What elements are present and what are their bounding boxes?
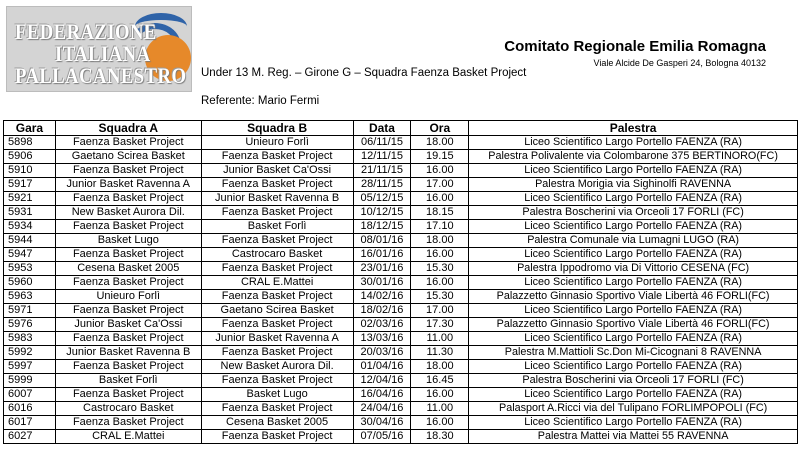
cell-ora: 19.15 bbox=[411, 150, 469, 164]
cell-squadra-a: CRAL E.Mattei bbox=[55, 430, 201, 444]
cell-gara: 5934 bbox=[4, 220, 56, 234]
cell-squadra-b: Junior Basket Ravenna B bbox=[201, 192, 353, 206]
cell-data: 30/04/16 bbox=[353, 416, 411, 430]
table-row bbox=[4, 388, 798, 402]
cell-palestra: Palestra M.Mattioli Sc.Don Mi-Cicognani 8 RAVENNA bbox=[469, 346, 798, 360]
cell-data: 02/03/16 bbox=[353, 318, 411, 332]
table-row bbox=[4, 192, 798, 206]
cell-gara: 5963 bbox=[4, 290, 56, 304]
cell-squadra-a: Unieuro Forlì bbox=[55, 290, 201, 304]
cell-data: 18/12/15 bbox=[353, 220, 411, 234]
cell-gara: 5992 bbox=[4, 346, 56, 360]
cell-palestra: Liceo Scientifico Largo Portello FAENZA (RA) bbox=[469, 416, 798, 430]
cell-squadra-b: Basket Lugo bbox=[201, 388, 353, 402]
cell-palestra: Liceo Scientifico Largo Portello FAENZA (RA) bbox=[469, 304, 798, 318]
cell-gara: 6007 bbox=[4, 388, 56, 402]
cell-ora: 15.30 bbox=[411, 290, 469, 304]
cell-data: 21/11/15 bbox=[353, 164, 411, 178]
cell-data: 13/03/16 bbox=[353, 332, 411, 346]
cell-squadra-a: Faenza Basket Project bbox=[55, 136, 201, 150]
cell-data: 01/04/16 bbox=[353, 360, 411, 374]
cell-squadra-a: Faenza Basket Project bbox=[55, 220, 201, 234]
cell-ora: 16.00 bbox=[411, 388, 469, 402]
table-row bbox=[4, 178, 798, 192]
cell-data: 20/03/16 bbox=[353, 346, 411, 360]
cell-data: 06/11/15 bbox=[353, 136, 411, 150]
table-row bbox=[4, 346, 798, 360]
cell-squadra-a: Faenza Basket Project bbox=[55, 416, 201, 430]
cell-squadra-a: Junior Basket Ravenna B bbox=[55, 346, 201, 360]
cell-squadra-b: Faenza Basket Project bbox=[201, 430, 353, 444]
cell-squadra-a: Faenza Basket Project bbox=[55, 332, 201, 346]
cell-palestra: Palazzetto Ginnasio Sportivo Viale Libertà 46 FORLI(FC) bbox=[469, 290, 798, 304]
cell-ora: 18.00 bbox=[411, 234, 469, 248]
cell-squadra-b: Gaetano Scirea Basket bbox=[201, 304, 353, 318]
cell-palestra: Palestra Morigia via Sighinolfi RAVENNA bbox=[469, 178, 798, 192]
cell-data: 16/01/16 bbox=[353, 248, 411, 262]
cell-squadra-b: New Basket Aurora Dil. bbox=[201, 360, 353, 374]
cell-gara: 5976 bbox=[4, 318, 56, 332]
logo-text-line1: FEDERAZIONE bbox=[15, 19, 157, 44]
cell-squadra-a: Faenza Basket Project bbox=[55, 276, 201, 290]
league-info: Under 13 M. Reg. – Girone G – Squadra Faenza Basket Project bbox=[201, 67, 527, 79]
cell-palestra: Palestra Boscherini via Orceoli 17 FORLI (FC) bbox=[469, 374, 798, 388]
table-row bbox=[4, 136, 798, 150]
column-header-gara: Gara bbox=[4, 121, 56, 136]
cell-squadra-b: Faenza Basket Project bbox=[201, 346, 353, 360]
table-row bbox=[4, 220, 798, 234]
cell-ora: 17.00 bbox=[411, 178, 469, 192]
cell-data: 16/04/16 bbox=[353, 388, 411, 402]
cell-ora: 17.30 bbox=[411, 318, 469, 332]
cell-squadra-b: Faenza Basket Project bbox=[201, 150, 353, 164]
cell-ora: 16.00 bbox=[411, 416, 469, 430]
cell-gara: 5910 bbox=[4, 164, 56, 178]
cell-ora: 11.30 bbox=[411, 346, 469, 360]
cell-squadra-b: Faenza Basket Project bbox=[201, 262, 353, 276]
cell-palestra: Liceo Scientifico Largo Portello FAENZA (RA) bbox=[469, 332, 798, 346]
cell-squadra-a: Cesena Basket 2005 bbox=[55, 262, 201, 276]
cell-squadra-a: Faenza Basket Project bbox=[55, 248, 201, 262]
cell-data: 12/11/15 bbox=[353, 150, 411, 164]
cell-palestra: Liceo Scientifico Largo Portello FAENZA (RA) bbox=[469, 360, 798, 374]
cell-squadra-b: CRAL E.Mattei bbox=[201, 276, 353, 290]
table-row bbox=[4, 164, 798, 178]
cell-ora: 11.00 bbox=[411, 332, 469, 346]
table-row bbox=[4, 360, 798, 374]
table-row bbox=[4, 150, 798, 164]
cell-gara: 6016 bbox=[4, 402, 56, 416]
cell-squadra-a: Faenza Basket Project bbox=[55, 164, 201, 178]
cell-ora: 16.45 bbox=[411, 374, 469, 388]
cell-gara: 5960 bbox=[4, 276, 56, 290]
cell-ora: 16.00 bbox=[411, 192, 469, 206]
cell-palestra: Palestra Ippodromo via Di Vittorio CESENA (FC) bbox=[469, 262, 798, 276]
cell-data: 14/02/16 bbox=[353, 290, 411, 304]
cell-data: 10/12/15 bbox=[353, 206, 411, 220]
cell-squadra-b: Basket Forlì bbox=[201, 220, 353, 234]
cell-squadra-a: Junior Basket Ca'Ossi bbox=[55, 318, 201, 332]
cell-squadra-b: Cesena Basket 2005 bbox=[201, 416, 353, 430]
table-header-row bbox=[4, 121, 798, 136]
cell-palestra: Palestra Mattei via Mattei 55 RAVENNA bbox=[469, 430, 798, 444]
cell-ora: 18.30 bbox=[411, 430, 469, 444]
cell-palestra: Palestra Polivalente via Colombarone 375 BERTINORO(FC) bbox=[469, 150, 798, 164]
cell-gara: 5906 bbox=[4, 150, 56, 164]
table-row bbox=[4, 318, 798, 332]
cell-data: 28/11/15 bbox=[353, 178, 411, 192]
cell-gara: 6017 bbox=[4, 416, 56, 430]
cell-squadra-b: Faenza Basket Project bbox=[201, 178, 353, 192]
schedule-table bbox=[3, 120, 798, 444]
cell-gara: 5947 bbox=[4, 248, 56, 262]
table-row bbox=[4, 402, 798, 416]
cell-palestra: Liceo Scientifico Largo Portello FAENZA (RA) bbox=[469, 248, 798, 262]
cell-ora: 15.30 bbox=[411, 262, 469, 276]
cell-squadra-a: Castrocaro Basket bbox=[55, 402, 201, 416]
cell-palestra: Liceo Scientifico Largo Portello FAENZA (RA) bbox=[469, 192, 798, 206]
cell-gara: 5917 bbox=[4, 178, 56, 192]
cell-squadra-a: Faenza Basket Project bbox=[55, 304, 201, 318]
cell-data: 24/04/16 bbox=[353, 402, 411, 416]
cell-squadra-b: Junior Basket Ca'Ossi bbox=[201, 164, 353, 178]
logo-text-line3: PALLACANESTRO bbox=[15, 63, 187, 88]
cell-gara: 5997 bbox=[4, 360, 56, 374]
referent: Referente: Mario Fermi bbox=[201, 95, 320, 107]
table-row bbox=[4, 416, 798, 430]
table-row bbox=[4, 262, 798, 276]
cell-palestra: Liceo Scientifico Largo Portello FAENZA (RA) bbox=[469, 388, 798, 402]
cell-squadra-a: Junior Basket Ravenna A bbox=[55, 178, 201, 192]
organization-title: Comitato Regionale Emilia Romagna bbox=[504, 38, 766, 55]
cell-gara: 5931 bbox=[4, 206, 56, 220]
cell-data: 12/04/16 bbox=[353, 374, 411, 388]
cell-squadra-b: Faenza Basket Project bbox=[201, 290, 353, 304]
cell-squadra-b: Junior Basket Ravenna A bbox=[201, 332, 353, 346]
cell-squadra-a: New Basket Aurora Dil. bbox=[55, 206, 201, 220]
column-header-squadra-a: Squadra A bbox=[55, 121, 201, 136]
cell-data: 18/02/16 bbox=[353, 304, 411, 318]
cell-gara: 5898 bbox=[4, 136, 56, 150]
cell-palestra: Liceo Scientifico Largo Portello FAENZA (RA) bbox=[469, 220, 798, 234]
cell-ora: 16.00 bbox=[411, 248, 469, 262]
table-row bbox=[4, 276, 798, 290]
cell-squadra-a: Faenza Basket Project bbox=[55, 360, 201, 374]
table-row bbox=[4, 234, 798, 248]
cell-ora: 18.00 bbox=[411, 360, 469, 374]
cell-squadra-b: Faenza Basket Project bbox=[201, 374, 353, 388]
cell-squadra-a: Basket Lugo bbox=[55, 234, 201, 248]
cell-squadra-b: Faenza Basket Project bbox=[201, 402, 353, 416]
cell-gara: 5921 bbox=[4, 192, 56, 206]
table-row bbox=[4, 374, 798, 388]
cell-ora: 18.00 bbox=[411, 136, 469, 150]
cell-palestra: Palazzetto Ginnasio Sportivo Viale Libertà 46 FORLI(FC) bbox=[469, 318, 798, 332]
organization-address: Viale Alcide De Gasperi 24, Bologna 40132 bbox=[593, 58, 766, 68]
cell-palestra: Liceo Scientifico Largo Portello FAENZA (RA) bbox=[469, 136, 798, 150]
cell-squadra-b: Castrocaro Basket bbox=[201, 248, 353, 262]
table-row bbox=[4, 332, 798, 346]
cell-palestra: Palestra Comunale via Lumagni LUGO (RA) bbox=[469, 234, 798, 248]
cell-palestra: Liceo Scientifico Largo Portello FAENZA (RA) bbox=[469, 276, 798, 290]
cell-palestra: Liceo Scientifico Largo Portello FAENZA (RA) bbox=[469, 164, 798, 178]
cell-palestra: Palasport A.Ricci via del Tulipano FORLIMPOPOLI (FC) bbox=[469, 402, 798, 416]
cell-squadra-a: Faenza Basket Project bbox=[55, 388, 201, 402]
cell-gara: 5999 bbox=[4, 374, 56, 388]
cell-ora: 17.00 bbox=[411, 304, 469, 318]
cell-gara: 6027 bbox=[4, 430, 56, 444]
cell-squadra-a: Faenza Basket Project bbox=[55, 192, 201, 206]
cell-squadra-a: Basket Forlì bbox=[55, 374, 201, 388]
cell-ora: 16.00 bbox=[411, 276, 469, 290]
cell-data: 23/01/16 bbox=[353, 262, 411, 276]
table-row bbox=[4, 248, 798, 262]
table-row bbox=[4, 290, 798, 304]
column-header-ora: Ora bbox=[411, 121, 469, 136]
fip-logo bbox=[6, 6, 192, 92]
cell-data: 07/05/16 bbox=[353, 430, 411, 444]
cell-gara: 5983 bbox=[4, 332, 56, 346]
cell-ora: 18.15 bbox=[411, 206, 469, 220]
logo-text-line2: ITALIANA bbox=[55, 41, 151, 66]
cell-data: 30/01/16 bbox=[353, 276, 411, 290]
cell-squadra-a: Gaetano Scirea Basket bbox=[55, 150, 201, 164]
cell-ora: 11.00 bbox=[411, 402, 469, 416]
table-row bbox=[4, 304, 798, 318]
column-header-squadra-b: Squadra B bbox=[201, 121, 353, 136]
cell-data: 05/12/15 bbox=[353, 192, 411, 206]
cell-palestra: Palestra Boscherini via Orceoli 17 FORLI (FC) bbox=[469, 206, 798, 220]
table-row bbox=[4, 206, 798, 220]
column-header-palestra: Palestra bbox=[469, 121, 798, 136]
cell-ora: 17.10 bbox=[411, 220, 469, 234]
table-row bbox=[4, 430, 798, 444]
cell-gara: 5971 bbox=[4, 304, 56, 318]
cell-squadra-b: Faenza Basket Project bbox=[201, 206, 353, 220]
cell-gara: 5953 bbox=[4, 262, 56, 276]
cell-gara: 5944 bbox=[4, 234, 56, 248]
column-header-data: Data bbox=[353, 121, 411, 136]
cell-ora: 16.00 bbox=[411, 164, 469, 178]
cell-data: 08/01/16 bbox=[353, 234, 411, 248]
cell-squadra-b: Faenza Basket Project bbox=[201, 234, 353, 248]
cell-squadra-b: Faenza Basket Project bbox=[201, 318, 353, 332]
cell-squadra-b: Unieuro Forlì bbox=[201, 136, 353, 150]
